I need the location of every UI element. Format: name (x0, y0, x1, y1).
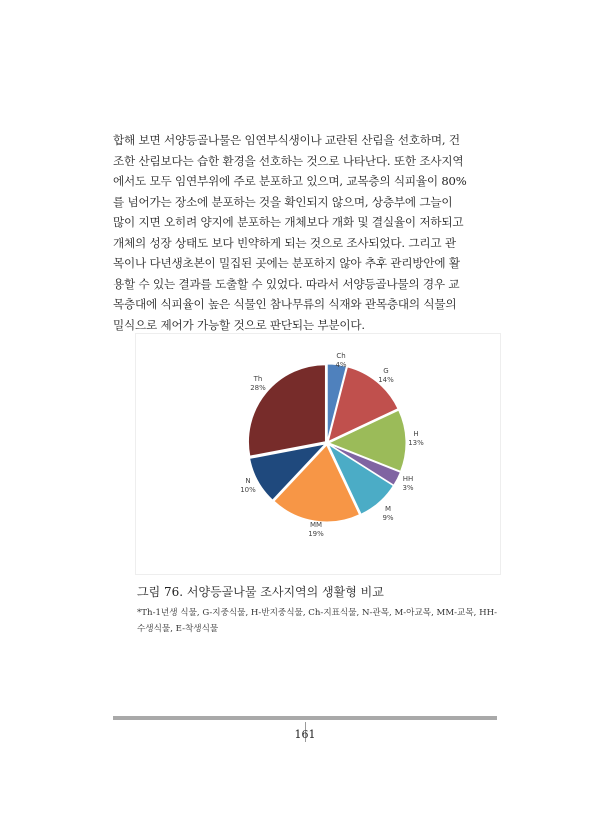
pie-value-ch: 4% (335, 361, 347, 369)
pie-label-h: H (413, 430, 419, 438)
figure-note (137, 605, 509, 637)
body-line: 조한 산림보다는 습한 환경을 선호하는 것으로 나타난다. 또한 조사지역 (113, 153, 464, 168)
body-text (113, 130, 505, 335)
body-line: 밀식으로 제어가 가능할 것으로 판단되는 부분이다. (113, 317, 365, 332)
pie-label-th: Th (253, 375, 263, 383)
figure-note-line: *Th-1년생 식물, G-지중식물, H-반지중식물, Ch-지표식물, N-관목, M-아교목, MM-교목, HH- (137, 608, 498, 618)
pie-value-th: 28% (250, 384, 266, 392)
figure-note-line: 수생식물, E-착생식물 (137, 624, 219, 634)
pie-value-h: 13% (408, 439, 424, 447)
body-line: 목층대에 식피율이 높은 식물인 참나무류의 식재와 관목층대의 식물의 (113, 297, 457, 311)
pie-chart-figure (135, 333, 501, 575)
body-line: 많이 지면 오히려 양지에 분포하는 개체보다 개화 및 결실율이 저하되고 (113, 215, 464, 229)
page-number: 161 (294, 728, 316, 741)
pie-label-n: N (245, 477, 251, 485)
pie-label-m: M (384, 505, 392, 513)
pie-label-g: G (383, 367, 389, 375)
body-line: 개체의 성장 상태도 보다 빈약하게 되는 것으로 조사되었다. 그리고 관 (113, 235, 456, 250)
pie-value-g: 14% (378, 376, 394, 384)
pie-label-hh: HH (402, 475, 414, 483)
pie-chart (136, 334, 500, 574)
body-line: 용할 수 있는 결과를 도출할 수 있었다. 따라서 서양등골나물의 경우 교 (113, 276, 460, 291)
body-line: 목이나 다년생초본이 밀집된 곳에는 분포하지 않아 추후 관리방안에 활 (113, 256, 460, 270)
pie-label-ch: Ch (336, 352, 346, 360)
pie-value-hh: 3% (402, 484, 414, 492)
body-line: 에서도 모두 임연부위에 주로 분포하고 있으며, 교목층의 식피율이 80% (113, 174, 467, 188)
pie-label-mm: MM (309, 521, 323, 529)
body-line: 를 넘어가는 장소에 분포하는 것을 확인되지 않으며, 상층부에 그늘이 (113, 194, 453, 209)
figure-caption: 그림 76. 서양등골나물 조사지역의 생활형 비교 (137, 585, 384, 599)
footer-rule (113, 716, 497, 720)
pie-value-m: 9% (382, 514, 394, 522)
body-line: 합해 보면 서양등골나물은 임연부식생이나 교란된 산림을 선호하며, 건 (113, 133, 460, 147)
pie-value-n: 10% (240, 486, 256, 494)
pie-value-mm: 19% (308, 530, 324, 538)
